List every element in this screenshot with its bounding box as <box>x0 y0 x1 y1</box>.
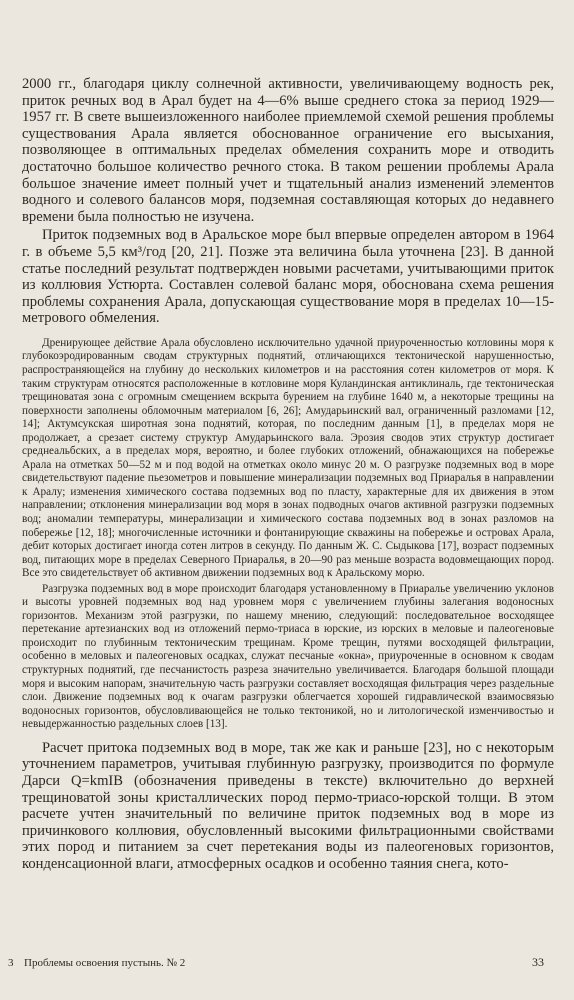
paragraph-1: 2000 гг., благодаря циклу солнечной активности, увеличивающему водность рек, приток речных вод в Арал будет на 4—6% выше среднего стока за период 1929—1957 гг. В свете вышеизложенного наиболее приемлемой схемой решения проблемы существования Арала является обоснованное ограничение его высыхания, позволяющее в оптимальных пределах обмеления сохранить море и отводить достаточно большое количество речного стока. В таком решении проблемы Арала большое значение имеет полный учет и тщательный анализ изменений элементов водного и солевого балансов моря, подземная составляющая которых до недавнего времени была полностью не изучена. <box>22 76 554 225</box>
small-print-section <box>22 337 554 732</box>
body-section-2 <box>22 740 554 873</box>
page-number: 33 <box>532 955 544 969</box>
signature-mark: 3 <box>8 957 14 969</box>
page-footer <box>8 955 544 970</box>
small-paragraph-1: Дренирующее действие Арала обусловлено исключительно удачной приуроченностью котловины моря к глубокоэродированным сводам структурных поднятий, отличающихся тектонической нарушенностью, распространяющейся на глубину до нескольких километров и на расстояния сотен километров от моря. К таким структурам относятся расположенные в котловине моря Куландинская антиклиналь, где тектоническая трещиноватая зона с огромным смещением вскрыта бурением на глубине 1640 м, а некоторые трещины на поверхности заполнены обломочным материалом [6, 26]; Амударьинский вал, ограниченный разломами [12, 14]; Актумсукская широтная зона поднятий, которая, по последним данным [1], в пределах моря не продолжает, а срезает систему структур Амударьинского вала. Эрозия сводов этих структур достигает среднеальбских, а в пределах моря, вероятно, и более глубоких отложений, обнажающихся на побережье Арала на отметках 50—52 м и под водой на отметках около минус 20 м. О разгрузке подземных вод в море свидетельствуют падение пьезометров и повышение минерализации подземных вод Приаралья в направлении к Аралу; изменения химического состава подземных вод по пласту, характерные для их движения в этом направлении; отклонения минерализации вод моря в зонах подводных очагов активной разгрузки подземных вод; аномалии температуры, минерализации и химического состава подземных вод в зонах разломов на побережье [12, 18]; многочисленные источники и фонтанирующие скважины на побережье и островах Арала, дебит которых достигает иногда сотен литров в секунду. По данным Ж. С. Сыдыкова [17], возраст подземных вод, питающих море в пределах Северного Приаралья, в 20—90 раз меньше возраста водовмещающих пород. Все это свидетельствует об активном движении подземных вод к Аральскому морю. <box>22 336 554 580</box>
journal-title: Проблемы освоения пустынь. № 2 <box>24 957 186 969</box>
paragraph-2: Приток подземных вод в Аральское море был впервые определен автором в 1964 г. в объеме 5,5 км³/год [20, 21]. Позже эта величина была уточнена [23]. В данной статье последний результат подтвержден новыми расчетами, учитывающими приток из коллювия Устюрта. Составлен солевой баланс моря, обоснована схема решения проблемы сохранения Арала, допускающая существование моря в пределах 10—15-метрового обмеления. <box>22 227 554 327</box>
small-paragraph-2: Разгрузка подземных вод в море происходит благодаря установленному в Приаралье увеличению уклонов и высоты уровней подземных вод над уровнем моря с увеличением глубины залегания водоносных горизонтов. Механизм этой разгрузки, по нашему мнению, следующий: последовательное восходящее перетекание артезианских вод из отложений пермо-триаса в юрские, из юрских в меловые и палеогеновые происходит по глубинным тектоническим трещинам. Кроме трещин, путями восходящей фильтрации, особенно в меловых и палеогеновых осадках, служат песчаные «окна», приуроченные в основном к сводам структурных поднятий, где песчанистость разреза значительно увеличивается. Благодаря большой площади моря и высоким напорам, значительную часть разгрузки составляет восходящая фильтрация через раздельные слои. Движение подземных вод к очагам разгрузки облегчается хорошей гидравлической взаимосвязью водоносных горизонтов, обусловливающейся не только тектоникой, но и литологической изменчивостью и невыдержанностью раздельных слоев [13]. <box>22 582 554 731</box>
paragraph-3: Расчет притока подземных вод в море, так же как и раньше [23], но с некоторым уточнением параметров, учитывая глубинную разгрузку, производится по формуле Дарси Q=kmIB (обозначения приведены в тексте) включительно до верхней трещиноватой зоны кристаллических пород пермо-триасо-юрской толщи. В этом расчете учтен значительный по величине приток подземных вод в море из причинкового коллювия, обусловленный высокими фильтрационными свойствами этих пород и питанием за счет перетекания воды из палеогеновых горизонтов, конденсационной влаги, атмосферных осадков и особенно таяния снега, кото- <box>22 739 554 872</box>
